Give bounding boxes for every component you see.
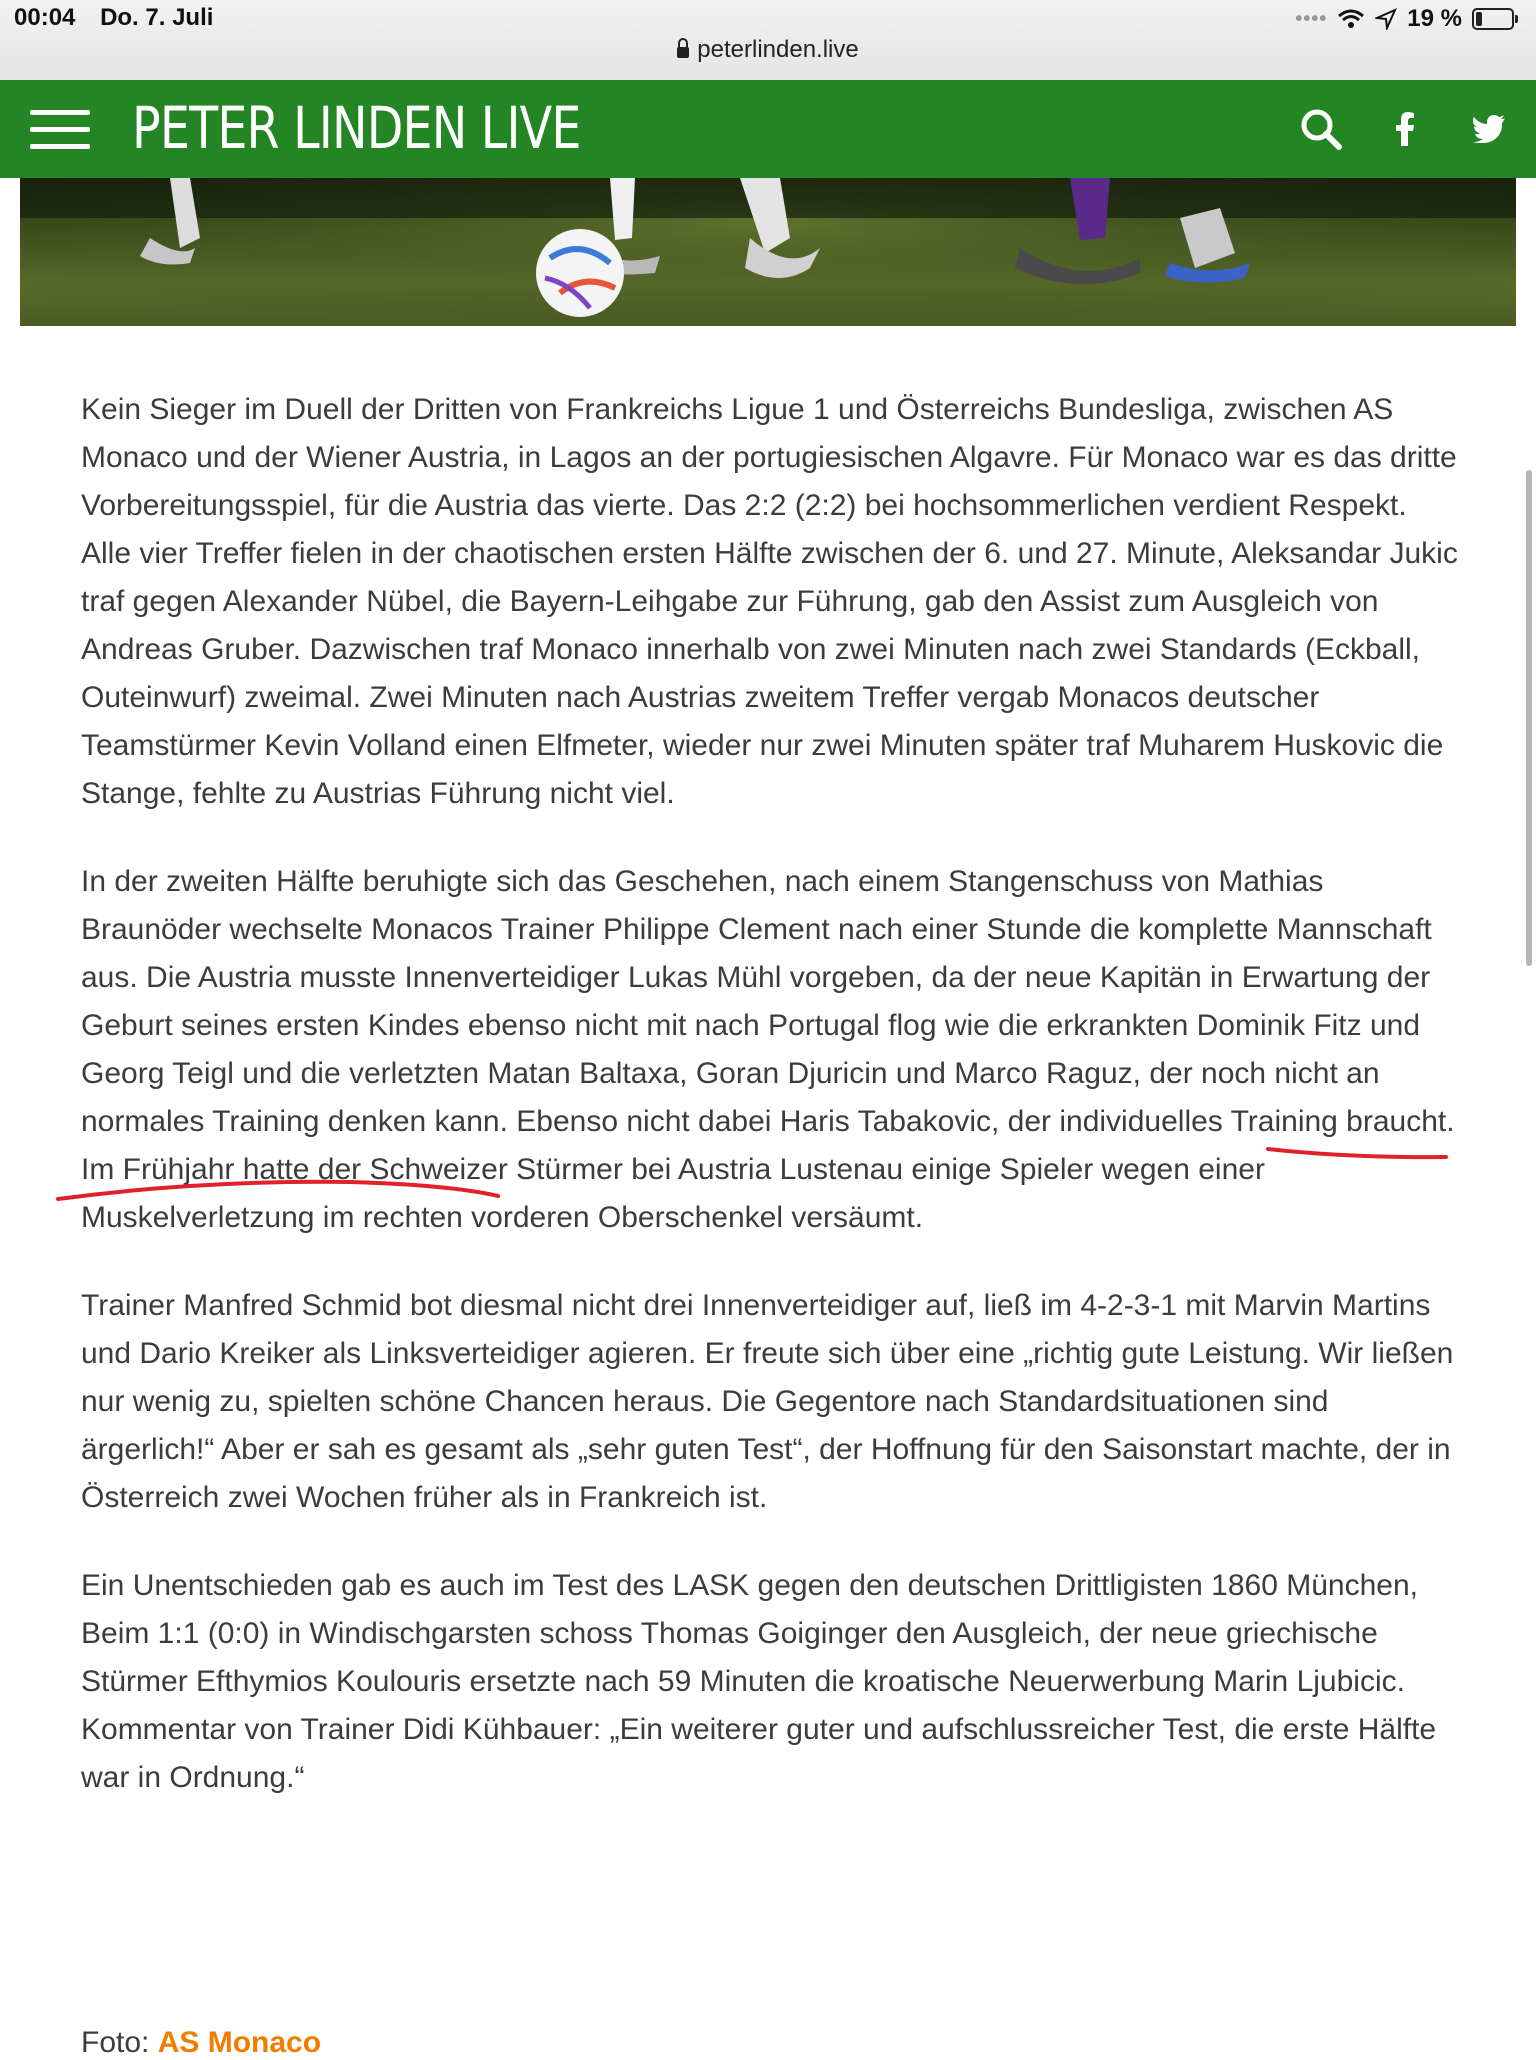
status-right	[1295, 5, 1514, 33]
status-bar	[0, 0, 1536, 80]
article-paragraph-4: Ein Unentschieden gab es auch im Test des LASK gegen den deutschen Drittligisten 1860 München, Beim 1:1 (0:0) in Windischgarsten schoss Thomas Goiginger den Ausgleich, der neue griechische Stürmer Efthymios Koulouris ersetzte nach 59 Minuten die kroatische Neuerwerbung Marin Ljubicic. Kommentar von Trainer Didi Kühbauer: „Ein weiterer guter und aufschlussreicher Test, die erste Hälfte war in Ordnung.“	[81, 1569, 1437, 1794]
search-icon[interactable]	[1294, 102, 1348, 156]
menu-icon[interactable]	[30, 110, 90, 150]
battery-icon	[1472, 8, 1514, 30]
twitter-icon[interactable]	[1462, 102, 1516, 156]
wifi-icon	[1337, 8, 1365, 30]
battery-percent: 19 %	[1407, 5, 1462, 32]
cellular-signal-icon: ••••	[1295, 7, 1328, 30]
article-paragraph-2-start: In der zweiten Hälfte beruhigte sich das Geschehen, nach einem Stangenschuss von Mathias Braunöder wechselte Monacos Trainer Philippe Clement nach einer Stunde die komplette Mannschaft aus. Die Austria musste Innenverteidiger Lukas Mühl vorgeben, da der neue Kapitän in Erwartung der Geburt seines ersten Kindes ebenso nicht mit nach Portugal flog wie die erkrankten Dominik Fitz und Georg Teigl und die verletzten Matan Baltaxa,	[81, 865, 1432, 1090]
site-header	[0, 80, 1536, 178]
url-text: peterlinden.live	[697, 36, 859, 63]
scrollbar[interactable]	[1526, 470, 1532, 966]
lock-icon	[677, 47, 689, 58]
article-paragraph-3: Trainer Manfred Schmid bot diesmal nicht drei Innenverteidiger auf, ließ im 4-2-3-1 mit Marvin Martins und Dario Kreiker als Linksverteidiger agieren. Er freute sich über eine „richtig gute Leistung. Wir ließen nur wenig zu, spielten schöne Chancen heraus. Die Gegentore nach Standardsituationen sind ärgerlich!“ Aber er sah es gesamt als „sehr guten Test“, der Hoffnung für den Saisonstart machte, der in Österreich zwei Wochen früher als in Frankreich ist.	[81, 1289, 1454, 1514]
article-paragraph-2	[81, 858, 1461, 1242]
photo-credit-label: Foto:	[81, 2026, 158, 2059]
site-title[interactable]: PETER LINDEN LIVE	[132, 94, 581, 162]
soccer-scene-image	[20, 178, 1516, 326]
hero-image	[20, 178, 1516, 326]
article-paragraph-1: Kein Sieger im Duell der Dritten von Frankreichs Ligue 1 und Österreichs Bundesliga, zwischen AS Monaco und der Wiener Austria, in Lagos an der portugiesischen Algavre. Für Monaco war es das dritte Vorbereitungsspiel, für die Austria das vierte. Das 2:2 (2:2) bei hochsommerlichen verdient Respekt. Alle vier Treffer fielen in der chaotischen ersten Hälfte zwischen der 6. und 27. Minute, Aleksandar Jukic traf gegen Alexander Nübel, die Bayern-Leihgabe zur Führung, gab den Assist zum Ausgleich von Andreas Gruber. Dazwischen traf Monaco innerhalb von zwei Minuten nach zwei Standards (Eckball, Outeinwurf) zweimal. Zwei Minuten nach Austrias zweitem Treffer vergab Monacos deutscher Teamstürmer Kevin Volland einen Elfmeter, wieder nur zwei Minuten später traf Muharem Huskovic die Stange, fehlte zu Austrias Führung nicht viel.	[81, 393, 1458, 810]
header-icons	[1294, 102, 1516, 156]
status-time: 00:04	[14, 4, 76, 31]
photo-credit-link[interactable]: AS Monaco	[157, 2026, 322, 2059]
url-bar[interactable]	[0, 36, 1536, 64]
article-body	[81, 386, 1461, 1842]
underlined-names: Goran Djuricin und Marco Raguz,	[695, 1057, 1142, 1090]
facebook-icon[interactable]	[1378, 102, 1432, 156]
status-left	[14, 4, 231, 32]
photo-credit	[81, 2026, 321, 2060]
status-date: Do. 7. Juli	[100, 4, 214, 31]
location-arrow-icon	[1375, 8, 1397, 30]
article-paragraph-2-end: der noch nicht an normales Training denken kann. Ebenso nicht dabei Haris Tabakovic, der individuelles Training braucht. Im Frühjahr hatte der Schweizer Stürmer bei Austria Lustenau einige Spieler wegen einer Muskelverletzung im rechten vorderen Oberschenkel versäumt.	[81, 1057, 1455, 1234]
